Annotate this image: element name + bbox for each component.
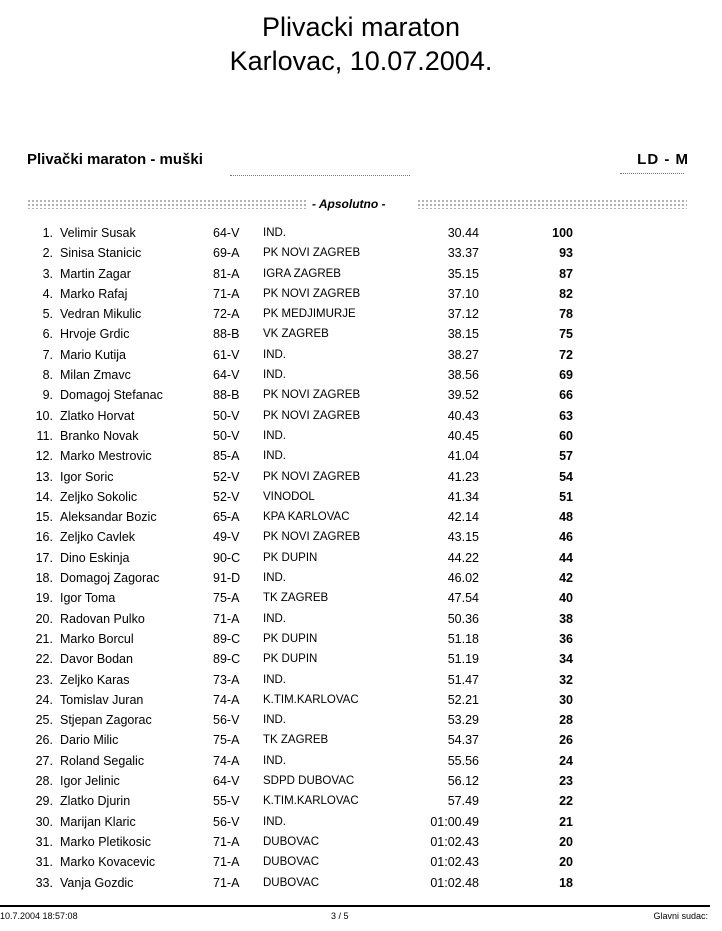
category-cell: 50-V — [213, 428, 240, 443]
rank-cell: 15. — [35, 510, 53, 525]
table-row — [0, 527, 722, 547]
time-cell: 55.56 — [447, 753, 479, 768]
page-title: Plivacki maraton — [261, 12, 461, 42]
time-cell: 54.37 — [447, 733, 479, 748]
table-row — [0, 629, 722, 649]
category-cell: 81-A — [213, 266, 240, 281]
table-row — [0, 588, 722, 608]
club-cell: DUBOVAC — [263, 835, 320, 848]
time-cell: 42.14 — [447, 510, 479, 525]
code-underline — [620, 173, 684, 174]
category-cell: 71-A — [213, 286, 240, 301]
rank-cell: 24. — [35, 692, 53, 707]
points-cell: 60 — [559, 428, 573, 443]
time-cell: 01:00.49 — [430, 814, 479, 829]
points-cell: 38 — [559, 611, 573, 626]
rank-cell: 6. — [42, 327, 53, 342]
name-cell: Aleksandar Bozic — [60, 510, 157, 525]
rank-cell: 4. — [42, 286, 53, 301]
table-row — [0, 426, 722, 446]
points-cell: 48 — [559, 510, 573, 525]
club-cell: TK ZAGREB — [263, 734, 329, 747]
points-cell: 54 — [559, 469, 573, 484]
time-cell: 41.04 — [447, 449, 479, 464]
category-cell: 75-A — [213, 591, 240, 606]
table-row — [0, 243, 722, 263]
time-cell: 41.34 — [447, 489, 479, 504]
table-row — [0, 304, 722, 324]
points-cell: 66 — [559, 388, 573, 403]
name-cell: Marko Mestrovic — [60, 449, 152, 464]
club-cell: K.TIM.KARLOVAC — [263, 795, 359, 808]
rank-cell: 23. — [35, 672, 53, 687]
name-cell: Zlatko Djurin — [60, 794, 131, 809]
rank-cell: 33. — [35, 875, 53, 890]
category-cell: 88-B — [213, 388, 240, 403]
category-cell: 64-V — [213, 226, 240, 240]
time-cell: 56.12 — [447, 774, 479, 789]
points-cell: 100 — [552, 226, 573, 240]
club-cell: IND. — [263, 815, 286, 828]
club-cell: K.TIM.KARLOVAC — [263, 693, 359, 706]
rank-cell: 18. — [35, 571, 53, 586]
time-cell: 33.37 — [447, 246, 479, 261]
category-band — [27, 197, 687, 213]
time-cell: 50.36 — [447, 611, 479, 626]
points-cell: 26 — [559, 733, 573, 748]
rank-cell: 20. — [35, 611, 53, 626]
points-cell: 82 — [559, 286, 573, 301]
club-cell: PK DUPIN — [263, 632, 318, 645]
table-row — [0, 710, 722, 730]
dot-pattern-right — [417, 199, 687, 209]
category-cell: 71-A — [213, 855, 240, 870]
points-cell: 21 — [559, 814, 573, 829]
rank-cell: 31. — [35, 855, 53, 870]
category-cell: 85-A — [213, 449, 240, 464]
category-cell: 89-C — [213, 652, 241, 667]
name-cell: Milan Zmavc — [60, 368, 131, 383]
table-row — [0, 832, 722, 852]
rank-cell: 2. — [42, 246, 53, 261]
club-cell: IND. — [263, 369, 286, 382]
category-cell: 73-A — [213, 672, 240, 687]
points-cell: 87 — [559, 266, 573, 281]
name-cell: Sinisa Stanicic — [60, 246, 142, 261]
category-cell: 71-A — [213, 875, 240, 890]
club-cell: PK NOVI ZAGREB — [263, 247, 361, 260]
rank-cell: 9. — [42, 388, 53, 403]
table-row — [0, 487, 722, 507]
time-cell: 51.18 — [447, 631, 479, 646]
club-cell: DUBOVAC — [263, 856, 320, 869]
table-row — [0, 690, 722, 710]
name-cell: Velimir Susak — [60, 226, 136, 240]
points-cell: 20 — [559, 834, 573, 849]
club-cell: PK MEDJIMURJE — [263, 308, 356, 321]
name-cell: Marko Borcul — [60, 631, 134, 646]
table-row — [0, 548, 722, 568]
club-cell: IGRA ZAGREB — [263, 267, 341, 280]
rank-cell: 17. — [35, 550, 53, 565]
name-cell: Vanja Gozdic — [60, 875, 134, 890]
time-cell: 47.54 — [447, 591, 479, 606]
table-row — [0, 873, 722, 893]
category-cell: 64-V — [213, 368, 240, 383]
rank-cell: 29. — [35, 794, 53, 809]
category-label: - Apsolutno - — [312, 197, 386, 211]
table-row — [0, 649, 722, 669]
points-cell: 36 — [559, 631, 573, 646]
time-cell: 44.22 — [447, 550, 479, 565]
club-cell: PK NOVI ZAGREB — [263, 531, 361, 544]
rank-cell: 21. — [35, 631, 53, 646]
rank-cell: 28. — [35, 774, 53, 789]
time-cell: 52.21 — [447, 692, 479, 707]
name-cell: Branko Novak — [60, 428, 139, 443]
category-cell: 61-V — [213, 347, 240, 362]
rank-cell: 10. — [35, 408, 53, 423]
club-cell: PK DUPIN — [263, 551, 318, 564]
time-cell: 40.45 — [447, 428, 479, 443]
club-cell: PK NOVI ZAGREB — [263, 409, 361, 422]
time-cell: 37.12 — [447, 307, 479, 322]
name-cell: Marko Pletikosic — [60, 834, 151, 849]
club-cell: IND. — [263, 754, 286, 767]
footer-divider — [0, 905, 710, 907]
club-cell: IND. — [263, 714, 286, 727]
name-cell: Mario Kutija — [60, 347, 126, 362]
rank-cell: 11. — [36, 428, 53, 443]
category-cell: 64-V — [213, 774, 240, 789]
category-cell: 65-A — [213, 510, 240, 525]
table-row — [0, 791, 722, 811]
time-cell: 37.10 — [447, 286, 479, 301]
name-cell: Zeljko Karas — [60, 672, 130, 687]
club-cell: PK NOVI ZAGREB — [263, 287, 361, 300]
table-row — [0, 345, 722, 365]
category-cell: 69-A — [213, 246, 240, 261]
time-cell: 57.49 — [447, 794, 479, 809]
name-cell: Marko Kovacevic — [60, 855, 156, 870]
name-cell: Stjepan Zagorac — [60, 713, 152, 728]
category-cell: 72-A — [213, 307, 240, 322]
points-cell: 72 — [559, 347, 573, 362]
club-cell: IND. — [263, 227, 286, 239]
page-subtitle: Karlovac, 10.07.2004. — [229, 46, 493, 76]
club-cell: SDPD DUBOVAC — [263, 775, 355, 788]
section-divider — [230, 175, 410, 176]
table-row — [0, 324, 722, 344]
category-cell: 49-V — [213, 530, 240, 545]
table-row — [0, 406, 722, 426]
time-cell: 43.15 — [447, 530, 479, 545]
time-cell: 38.56 — [447, 368, 479, 383]
time-cell: 01:02.43 — [430, 855, 479, 870]
rank-cell: 8. — [42, 368, 53, 383]
name-cell: Vedran Mikulic — [60, 307, 142, 322]
name-cell: Igor Jelinic — [60, 774, 120, 789]
rank-cell: 1. — [42, 226, 53, 240]
rank-cell: 19. — [35, 591, 53, 606]
category-cell: 56-V — [213, 713, 240, 728]
time-cell: 30.44 — [447, 226, 479, 240]
name-cell: Marijan Klaric — [60, 814, 136, 829]
club-cell: TK ZAGREB — [263, 592, 329, 605]
table-row — [0, 264, 722, 284]
table-row — [0, 284, 722, 304]
time-cell: 39.52 — [447, 388, 479, 403]
club-cell: KPA KARLOVAC — [263, 511, 350, 524]
points-cell: 51 — [559, 489, 573, 504]
name-cell: Dario Milic — [60, 733, 119, 748]
points-cell: 42 — [559, 571, 573, 586]
points-cell: 30 — [559, 692, 573, 707]
time-cell: 01:02.43 — [430, 834, 479, 849]
points-cell: 34 — [559, 652, 573, 667]
rank-cell: 7. — [42, 347, 53, 362]
name-cell: Domagoj Zagorac — [60, 571, 160, 586]
table-row — [0, 771, 722, 791]
points-cell: 18 — [559, 875, 573, 890]
rank-cell: 3. — [42, 266, 53, 281]
name-cell: Zlatko Horvat — [60, 408, 135, 423]
category-cell: 75-A — [213, 733, 240, 748]
rank-cell: 27. — [35, 753, 53, 768]
club-cell: IND. — [263, 612, 286, 625]
name-cell: Zeljko Sokolic — [60, 489, 138, 504]
points-cell: 22 — [559, 794, 573, 809]
rank-cell: 14. — [35, 489, 53, 504]
table-row — [0, 670, 722, 690]
name-cell: Radovan Pulko — [60, 611, 145, 626]
points-cell: 28 — [559, 713, 573, 728]
table-row — [0, 812, 722, 832]
club-cell: PK DUPIN — [263, 653, 318, 666]
results-table — [0, 223, 722, 893]
rank-cell: 16. — [35, 530, 53, 545]
name-cell: Domagoj Stefanac — [60, 388, 163, 403]
page-number: 3 / 5 — [331, 911, 349, 921]
table-row — [0, 751, 722, 771]
table-row — [0, 507, 722, 527]
time-cell: 41.23 — [447, 469, 479, 484]
rank-cell: 31. — [35, 834, 53, 849]
points-cell: 40 — [559, 591, 573, 606]
club-cell: IND. — [263, 450, 286, 463]
dot-pattern-left — [27, 199, 307, 209]
points-cell: 24 — [559, 753, 573, 768]
category-cell: 90-C — [213, 550, 241, 565]
rank-cell: 5. — [42, 307, 53, 322]
club-cell: IND. — [263, 348, 286, 361]
time-cell: 38.27 — [447, 347, 479, 362]
club-cell: PK NOVI ZAGREB — [263, 470, 361, 483]
points-cell: 44 — [559, 550, 573, 565]
club-cell: IND. — [263, 673, 286, 686]
category-cell: 52-V — [213, 489, 240, 504]
table-row — [0, 568, 722, 588]
club-cell: IND. — [263, 429, 286, 442]
table-row — [0, 385, 722, 405]
name-cell: Zeljko Cavlek — [60, 530, 136, 545]
category-cell: 71-A — [213, 834, 240, 849]
time-cell: 40.43 — [447, 408, 479, 423]
club-cell: VK ZAGREB — [263, 328, 329, 341]
club-cell: VINODOL — [263, 490, 315, 503]
name-cell: Davor Bodan — [60, 652, 133, 667]
time-cell: 51.19 — [447, 652, 479, 667]
category-cell: 56-V — [213, 814, 240, 829]
time-cell: 01:02.48 — [430, 875, 479, 890]
name-cell: Hrvoje Grdic — [60, 327, 130, 342]
table-row — [0, 223, 722, 243]
points-cell: 46 — [559, 530, 573, 545]
name-cell: Tomislav Juran — [60, 692, 144, 707]
table-row — [0, 852, 722, 872]
category-cell: 71-A — [213, 611, 240, 626]
club-cell: DUBOVAC — [263, 876, 320, 889]
category-cell: 52-V — [213, 469, 240, 484]
rank-cell: 12. — [35, 449, 53, 464]
points-cell: 23 — [559, 774, 573, 789]
time-cell: 53.29 — [447, 713, 479, 728]
name-cell: Igor Toma — [60, 591, 116, 606]
category-cell: 55-V — [213, 794, 240, 809]
club-cell: PK NOVI ZAGREB — [263, 389, 361, 402]
table-row — [0, 365, 722, 385]
category-cell: 50-V — [213, 408, 240, 423]
table-row — [0, 467, 722, 487]
club-cell: IND. — [263, 572, 286, 585]
chief-judge-label: Glavni sudac: — [653, 911, 708, 921]
name-cell: Marko Rafaj — [60, 286, 128, 301]
points-cell: 20 — [559, 855, 573, 870]
points-cell: 63 — [559, 408, 573, 423]
time-cell: 35.15 — [447, 266, 479, 281]
points-cell: 93 — [559, 246, 573, 261]
category-cell: 74-A — [213, 692, 240, 707]
category-cell: 89-C — [213, 631, 241, 646]
section-code: LD - M — [637, 151, 689, 168]
table-row — [0, 446, 722, 466]
time-cell: 46.02 — [447, 571, 479, 586]
time-cell: 51.47 — [447, 672, 479, 687]
points-cell: 75 — [559, 327, 573, 342]
rank-cell: 30. — [35, 814, 53, 829]
table-row — [0, 609, 722, 629]
rank-cell: 22. — [35, 652, 53, 667]
category-cell: 74-A — [213, 753, 240, 768]
category-cell: 88-B — [213, 327, 240, 342]
rank-cell: 13. — [35, 469, 53, 484]
name-cell: Dino Eskinja — [60, 550, 130, 565]
name-cell: Martin Zagar — [60, 266, 131, 281]
rank-cell: 25. — [35, 713, 53, 728]
print-datetime: 10.7.2004 18:57:08 — [0, 911, 78, 921]
points-cell: 78 — [559, 307, 573, 322]
section-title: Plivački maraton - muški — [27, 151, 203, 168]
name-cell: Igor Soric — [60, 469, 114, 484]
table-row — [0, 730, 722, 750]
rank-cell: 26. — [35, 733, 53, 748]
time-cell: 38.15 — [447, 327, 479, 342]
category-cell: 91-D — [213, 571, 241, 586]
name-cell: Roland Segalic — [60, 753, 145, 768]
points-cell: 57 — [559, 449, 573, 464]
points-cell: 32 — [559, 672, 573, 687]
points-cell: 69 — [559, 368, 573, 383]
